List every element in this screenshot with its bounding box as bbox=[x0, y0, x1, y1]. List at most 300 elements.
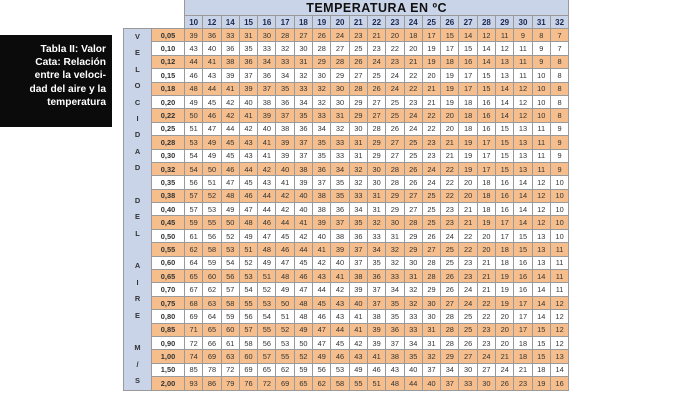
value-cell: 31 bbox=[404, 270, 422, 283]
value-cell: 15 bbox=[496, 162, 514, 175]
value-cell: 9 bbox=[550, 136, 568, 149]
temperature-header: 32 bbox=[550, 16, 568, 29]
value-cell: 9 bbox=[550, 162, 568, 175]
value-cell: 27 bbox=[349, 69, 367, 82]
value-cell: 39 bbox=[367, 323, 385, 336]
value-cell: 14 bbox=[496, 109, 514, 122]
value-cell: 11 bbox=[550, 283, 568, 296]
value-cell: 46 bbox=[294, 270, 312, 283]
value-cell: 40 bbox=[422, 377, 440, 390]
value-cell: 32 bbox=[367, 216, 385, 229]
value-cell: 42 bbox=[276, 203, 294, 216]
value-cell: 43 bbox=[203, 69, 221, 82]
value-cell: 26 bbox=[367, 82, 385, 95]
temperature-header: 19 bbox=[313, 16, 331, 29]
value-cell: 85 bbox=[185, 363, 203, 376]
value-cell: 18 bbox=[459, 95, 477, 108]
value-cell: 36 bbox=[239, 55, 257, 68]
value-cell: 10 bbox=[532, 69, 550, 82]
value-cell: 51 bbox=[185, 122, 203, 135]
value-cell: 21 bbox=[459, 216, 477, 229]
value-cell: 41 bbox=[258, 136, 276, 149]
value-cell: 12 bbox=[514, 95, 532, 108]
value-cell: 24 bbox=[404, 109, 422, 122]
value-cell: 26 bbox=[422, 229, 440, 242]
value-cell: 69 bbox=[276, 377, 294, 390]
value-cell: 43 bbox=[239, 149, 257, 162]
caption-line: Cata: Relación bbox=[35, 57, 106, 69]
value-cell: 19 bbox=[459, 149, 477, 162]
value-cell: 67 bbox=[185, 283, 203, 296]
value-cell: 10 bbox=[550, 203, 568, 216]
value-cell: 9 bbox=[532, 42, 550, 55]
value-cell: 25 bbox=[404, 136, 422, 149]
value-cell: 34 bbox=[276, 69, 294, 82]
value-cell: 30 bbox=[294, 42, 312, 55]
value-cell: 54 bbox=[221, 256, 239, 269]
value-cell: 14 bbox=[532, 283, 550, 296]
side-letter bbox=[124, 324, 151, 340]
value-cell: 34 bbox=[386, 283, 404, 296]
value-cell: 18 bbox=[477, 203, 495, 216]
side-letter: O bbox=[134, 81, 141, 91]
value-cell: 53 bbox=[221, 243, 239, 256]
value-cell: 28 bbox=[386, 162, 404, 175]
value-cell: 34 bbox=[367, 243, 385, 256]
value-cell: 20 bbox=[459, 189, 477, 202]
value-cell: 20 bbox=[496, 336, 514, 349]
side-letter: A bbox=[134, 261, 141, 271]
value-cell: 20 bbox=[404, 42, 422, 55]
value-cell: 34 bbox=[441, 363, 459, 376]
value-cell: 19 bbox=[496, 283, 514, 296]
side-letter: M bbox=[134, 343, 141, 353]
value-cell: 27 bbox=[386, 149, 404, 162]
value-cell: 36 bbox=[386, 323, 404, 336]
table-caption bbox=[0, 35, 112, 127]
value-cell: 22 bbox=[404, 82, 422, 95]
value-cell: 23 bbox=[386, 55, 404, 68]
value-cell: 50 bbox=[221, 216, 239, 229]
value-cell: 25 bbox=[386, 95, 404, 108]
value-cell: 65 bbox=[294, 377, 312, 390]
value-cell: 37 bbox=[258, 82, 276, 95]
value-cell: 43 bbox=[313, 270, 331, 283]
velocity-cell: 0,32 bbox=[152, 162, 185, 175]
value-cell: 14 bbox=[532, 270, 550, 283]
velocity-cell: 0,05 bbox=[152, 29, 185, 42]
velocity-cell: 0,80 bbox=[152, 310, 185, 323]
side-letter: L bbox=[135, 64, 140, 74]
value-cell: 32 bbox=[349, 162, 367, 175]
value-cell: 12 bbox=[532, 189, 550, 202]
value-cell: 11 bbox=[514, 55, 532, 68]
velocity-cell: 0,15 bbox=[152, 69, 185, 82]
value-cell: 37 bbox=[294, 149, 312, 162]
value-cell: 57 bbox=[185, 189, 203, 202]
value-cell: 36 bbox=[331, 203, 349, 216]
value-cell: 53 bbox=[331, 363, 349, 376]
value-cell: 47 bbox=[276, 256, 294, 269]
value-cell: 9 bbox=[532, 55, 550, 68]
value-cell: 36 bbox=[276, 95, 294, 108]
value-cell: 21 bbox=[459, 203, 477, 216]
temperature-header: 23 bbox=[386, 16, 404, 29]
value-cell: 53 bbox=[276, 336, 294, 349]
value-cell: 56 bbox=[203, 229, 221, 242]
value-cell: 39 bbox=[349, 283, 367, 296]
value-cell: 42 bbox=[313, 256, 331, 269]
value-cell: 49 bbox=[258, 256, 276, 269]
value-cell: 44 bbox=[185, 55, 203, 68]
value-cell: 37 bbox=[386, 336, 404, 349]
value-cell: 71 bbox=[185, 323, 203, 336]
value-cell: 52 bbox=[294, 350, 312, 363]
value-cell: 32 bbox=[386, 256, 404, 269]
value-cell: 22 bbox=[477, 310, 495, 323]
value-cell: 30 bbox=[367, 162, 385, 175]
value-cell: 16 bbox=[496, 176, 514, 189]
value-cell: 17 bbox=[459, 82, 477, 95]
value-cell: 37 bbox=[313, 176, 331, 189]
side-letter bbox=[124, 177, 151, 193]
value-cell: 19 bbox=[422, 55, 440, 68]
value-cell: 49 bbox=[221, 203, 239, 216]
value-cell: 58 bbox=[221, 296, 239, 309]
value-cell: 9 bbox=[550, 122, 568, 135]
value-cell: 31 bbox=[239, 29, 257, 42]
side-letter: E bbox=[135, 310, 140, 320]
value-cell: 57 bbox=[239, 323, 257, 336]
value-cell: 24 bbox=[441, 229, 459, 242]
value-cell: 44 bbox=[276, 216, 294, 229]
value-cell: 42 bbox=[239, 122, 257, 135]
value-cell: 41 bbox=[203, 55, 221, 68]
caption-line: entre la veloci- bbox=[34, 70, 106, 82]
value-cell: 10 bbox=[532, 109, 550, 122]
value-cell: 14 bbox=[532, 296, 550, 309]
value-cell: 33 bbox=[404, 310, 422, 323]
value-cell: 8 bbox=[532, 29, 550, 42]
value-cell: 12 bbox=[532, 216, 550, 229]
value-cell: 43 bbox=[331, 296, 349, 309]
value-cell: 47 bbox=[294, 283, 312, 296]
value-cell: 34 bbox=[404, 336, 422, 349]
value-cell: 45 bbox=[276, 229, 294, 242]
value-cell: 19 bbox=[532, 377, 550, 390]
temperature-header: 16 bbox=[258, 16, 276, 29]
value-cell: 33 bbox=[331, 136, 349, 149]
value-cell: 41 bbox=[349, 310, 367, 323]
value-cell: 52 bbox=[221, 229, 239, 242]
value-cell: 14 bbox=[496, 82, 514, 95]
value-cell: 65 bbox=[258, 363, 276, 376]
side-letter: A bbox=[134, 146, 141, 156]
value-cell: 15 bbox=[441, 29, 459, 42]
value-cell: 32 bbox=[313, 95, 331, 108]
value-cell: 27 bbox=[404, 189, 422, 202]
value-cell: 13 bbox=[496, 69, 514, 82]
value-cell: 56 bbox=[313, 363, 331, 376]
value-cell: 38 bbox=[349, 270, 367, 283]
value-cell: 29 bbox=[386, 203, 404, 216]
value-cell: 17 bbox=[422, 29, 440, 42]
value-cell: 24 bbox=[459, 283, 477, 296]
value-cell: 15 bbox=[532, 336, 550, 349]
value-cell: 37 bbox=[349, 256, 367, 269]
table-row bbox=[124, 55, 569, 68]
value-cell: 17 bbox=[477, 162, 495, 175]
value-cell: 14 bbox=[477, 42, 495, 55]
value-cell: 10 bbox=[550, 176, 568, 189]
value-cell: 69 bbox=[239, 363, 257, 376]
table-row bbox=[124, 270, 569, 283]
value-cell: 36 bbox=[258, 69, 276, 82]
value-cell: 55 bbox=[349, 377, 367, 390]
value-cell: 35 bbox=[313, 136, 331, 149]
value-cell: 16 bbox=[514, 283, 532, 296]
velocity-cell: 0,60 bbox=[152, 256, 185, 269]
value-cell: 65 bbox=[203, 323, 221, 336]
value-cell: 59 bbox=[185, 216, 203, 229]
value-cell: 72 bbox=[221, 363, 239, 376]
value-cell: 39 bbox=[239, 82, 257, 95]
value-cell: 32 bbox=[404, 283, 422, 296]
value-cell: 35 bbox=[331, 176, 349, 189]
value-cell: 38 bbox=[313, 189, 331, 202]
value-cell: 49 bbox=[276, 283, 294, 296]
value-cell: 24 bbox=[496, 363, 514, 376]
value-cell: 13 bbox=[532, 243, 550, 256]
value-cell: 33 bbox=[349, 189, 367, 202]
temperature-header: 12 bbox=[203, 16, 221, 29]
value-cell: 15 bbox=[477, 69, 495, 82]
value-cell: 12 bbox=[514, 109, 532, 122]
value-cell: 18 bbox=[477, 176, 495, 189]
value-cell: 28 bbox=[404, 216, 422, 229]
value-cell: 46 bbox=[276, 243, 294, 256]
value-cell: 69 bbox=[203, 350, 221, 363]
side-letter: I bbox=[136, 113, 139, 123]
value-cell: 38 bbox=[386, 350, 404, 363]
value-cell: 55 bbox=[239, 296, 257, 309]
value-cell: 23 bbox=[477, 323, 495, 336]
value-cell: 42 bbox=[349, 336, 367, 349]
temperature-header: 15 bbox=[239, 16, 257, 29]
value-cell: 38 bbox=[221, 55, 239, 68]
value-cell: 11 bbox=[514, 42, 532, 55]
value-cell: 21 bbox=[422, 82, 440, 95]
value-cell: 23 bbox=[477, 336, 495, 349]
value-cell: 30 bbox=[477, 377, 495, 390]
value-cell: 43 bbox=[258, 176, 276, 189]
velocity-cell: 2,00 bbox=[152, 377, 185, 390]
value-cell: 28 bbox=[349, 82, 367, 95]
velocity-cell: 0,75 bbox=[152, 296, 185, 309]
value-cell: 51 bbox=[276, 310, 294, 323]
value-cell: 20 bbox=[422, 69, 440, 82]
table-row bbox=[124, 29, 569, 42]
value-cell: 15 bbox=[532, 350, 550, 363]
value-cell: 38 bbox=[294, 162, 312, 175]
value-cell: 34 bbox=[258, 55, 276, 68]
value-cell: 54 bbox=[185, 162, 203, 175]
value-cell: 22 bbox=[404, 69, 422, 82]
velocity-cell: 0,40 bbox=[152, 203, 185, 216]
value-cell: 10 bbox=[532, 82, 550, 95]
value-cell: 35 bbox=[239, 42, 257, 55]
value-cell: 56 bbox=[258, 336, 276, 349]
value-cell: 17 bbox=[441, 42, 459, 55]
value-cell: 38 bbox=[313, 203, 331, 216]
velocity-cell: 0,55 bbox=[152, 243, 185, 256]
value-cell: 11 bbox=[496, 29, 514, 42]
value-cell: 18 bbox=[496, 243, 514, 256]
value-cell: 56 bbox=[185, 176, 203, 189]
value-cell: 18 bbox=[496, 256, 514, 269]
value-cell: 13 bbox=[532, 256, 550, 269]
value-cell: 25 bbox=[422, 216, 440, 229]
value-cell: 23 bbox=[349, 29, 367, 42]
value-cell: 15 bbox=[496, 122, 514, 135]
value-cell: 18 bbox=[459, 122, 477, 135]
value-cell: 49 bbox=[294, 323, 312, 336]
value-cell: 12 bbox=[550, 310, 568, 323]
value-cell: 33 bbox=[221, 29, 239, 42]
value-cell: 54 bbox=[258, 310, 276, 323]
value-cell: 15 bbox=[477, 82, 495, 95]
value-cell: 28 bbox=[386, 176, 404, 189]
value-cell: 24 bbox=[422, 176, 440, 189]
value-cell: 39 bbox=[276, 149, 294, 162]
value-cell: 53 bbox=[203, 203, 221, 216]
value-cell: 28 bbox=[441, 336, 459, 349]
value-cell: 51 bbox=[367, 377, 385, 390]
value-cell: 35 bbox=[331, 189, 349, 202]
value-cell: 33 bbox=[276, 55, 294, 68]
value-cell: 21 bbox=[477, 270, 495, 283]
value-cell: 23 bbox=[441, 216, 459, 229]
value-cell: 16 bbox=[514, 256, 532, 269]
table-row bbox=[124, 363, 569, 376]
value-cell: 33 bbox=[258, 42, 276, 55]
value-cell: 43 bbox=[331, 310, 349, 323]
value-cell: 49 bbox=[203, 136, 221, 149]
side-label bbox=[124, 29, 152, 391]
value-cell: 47 bbox=[203, 122, 221, 135]
value-cell: 21 bbox=[514, 363, 532, 376]
value-cell: 41 bbox=[276, 176, 294, 189]
value-cell: 45 bbox=[313, 296, 331, 309]
value-cell: 21 bbox=[441, 149, 459, 162]
value-cell: 36 bbox=[349, 229, 367, 242]
value-cell: 41 bbox=[221, 82, 239, 95]
value-cell: 46 bbox=[185, 69, 203, 82]
temperature-header: 14 bbox=[221, 16, 239, 29]
value-cell: 27 bbox=[441, 296, 459, 309]
value-cell: 17 bbox=[477, 136, 495, 149]
value-cell: 42 bbox=[221, 109, 239, 122]
value-cell: 22 bbox=[441, 162, 459, 175]
value-cell: 19 bbox=[422, 42, 440, 55]
table-row bbox=[124, 203, 569, 216]
side-letter: L bbox=[135, 228, 140, 238]
value-cell: 13 bbox=[514, 162, 532, 175]
value-cell: 18 bbox=[459, 109, 477, 122]
value-cell: 17 bbox=[459, 69, 477, 82]
value-cell: 41 bbox=[258, 149, 276, 162]
value-cell: 59 bbox=[294, 363, 312, 376]
value-cell: 49 bbox=[349, 363, 367, 376]
value-cell: 8 bbox=[550, 82, 568, 95]
value-cell: 36 bbox=[203, 29, 221, 42]
velocity-cell: 0,28 bbox=[152, 136, 185, 149]
value-cell: 19 bbox=[496, 296, 514, 309]
value-cell: 43 bbox=[386, 363, 404, 376]
temperature-header: 26 bbox=[441, 16, 459, 29]
value-cell: 25 bbox=[367, 69, 385, 82]
value-cell: 54 bbox=[185, 149, 203, 162]
value-cell: 38 bbox=[258, 95, 276, 108]
side-letter: C bbox=[134, 97, 141, 107]
value-cell: 79 bbox=[221, 377, 239, 390]
value-cell: 11 bbox=[550, 256, 568, 269]
value-cell: 13 bbox=[514, 149, 532, 162]
value-cell: 46 bbox=[313, 310, 331, 323]
value-cell: 23 bbox=[441, 203, 459, 216]
value-cell: 38 bbox=[367, 310, 385, 323]
table-row bbox=[124, 176, 569, 189]
value-cell: 27 bbox=[331, 42, 349, 55]
value-cell: 24 bbox=[459, 296, 477, 309]
value-cell: 33 bbox=[313, 109, 331, 122]
value-cell: 42 bbox=[331, 283, 349, 296]
value-cell: 29 bbox=[349, 109, 367, 122]
value-cell: 32 bbox=[294, 69, 312, 82]
table-row bbox=[124, 122, 569, 135]
value-cell: 12 bbox=[550, 323, 568, 336]
value-cell: 25 bbox=[459, 310, 477, 323]
value-cell: 30 bbox=[258, 29, 276, 42]
value-cell: 14 bbox=[550, 363, 568, 376]
value-cell: 35 bbox=[404, 350, 422, 363]
table-row bbox=[124, 95, 569, 108]
value-cell: 49 bbox=[313, 350, 331, 363]
value-cell: 66 bbox=[203, 336, 221, 349]
value-cell: 27 bbox=[477, 363, 495, 376]
value-cell: 59 bbox=[203, 256, 221, 269]
value-cell: 27 bbox=[386, 136, 404, 149]
value-cell: 16 bbox=[477, 109, 495, 122]
value-cell: 14 bbox=[496, 95, 514, 108]
temperature-header: 28 bbox=[477, 16, 495, 29]
value-cell: 33 bbox=[386, 270, 404, 283]
value-cell: 14 bbox=[477, 55, 495, 68]
value-cell: 10 bbox=[532, 95, 550, 108]
value-cell: 20 bbox=[477, 229, 495, 242]
table-row bbox=[124, 162, 569, 175]
value-cell: 69 bbox=[185, 310, 203, 323]
value-cell: 24 bbox=[367, 55, 385, 68]
velocity-cell: 0,25 bbox=[152, 122, 185, 135]
value-cell: 49 bbox=[185, 95, 203, 108]
value-cell: 48 bbox=[258, 243, 276, 256]
velocity-cell: 0,50 bbox=[152, 229, 185, 242]
value-cell: 50 bbox=[185, 109, 203, 122]
value-cell: 33 bbox=[294, 82, 312, 95]
value-cell: 51 bbox=[203, 176, 221, 189]
value-cell: 60 bbox=[221, 323, 239, 336]
